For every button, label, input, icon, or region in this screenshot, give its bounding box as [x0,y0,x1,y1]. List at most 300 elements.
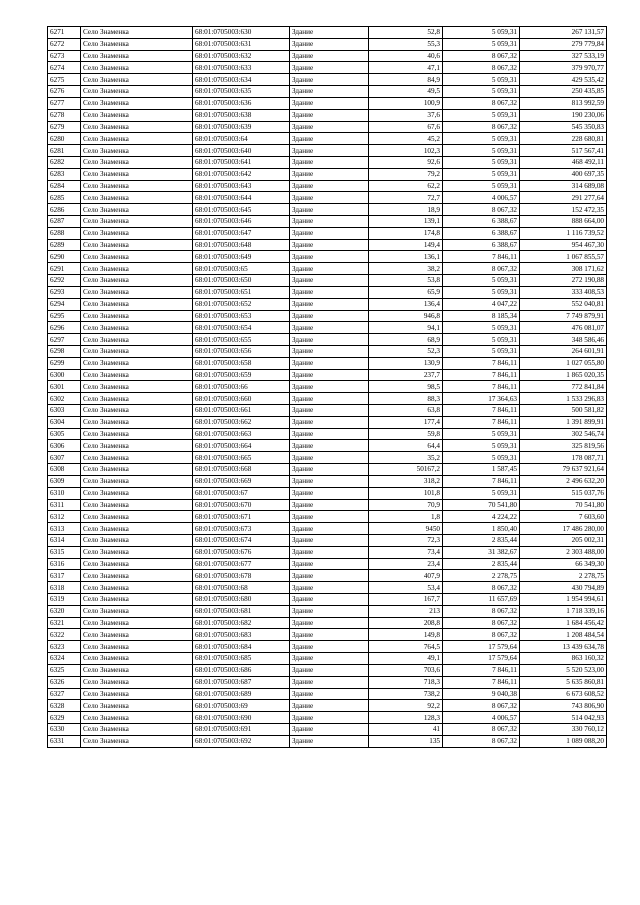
locality-cell: Село Знаменка [81,216,193,228]
unit-value-cell: 7 846,11 [443,357,520,369]
row-number-cell: 6271 [48,27,81,39]
locality-cell: Село Знаменка [81,475,193,487]
object-type-cell: Здание [290,192,369,204]
cadastral-number-cell: 68:01:0705003:639 [193,121,290,133]
table-row [48,546,607,558]
area-cell: 88,3 [369,393,443,405]
table-row [48,416,607,428]
unit-value-cell: 7 846,11 [443,416,520,428]
cadastral-number-cell: 68:01:0705003:690 [193,712,290,724]
cadastral-value-cell: 5 520 523,00 [520,664,607,676]
cadastral-number-cell: 68:01:0705003:662 [193,416,290,428]
area-cell: 35,2 [369,452,443,464]
row-number-cell: 6320 [48,605,81,617]
area-cell: 64,4 [369,440,443,452]
table-row [48,487,607,499]
table-row [48,688,607,700]
locality-cell: Село Знаменка [81,322,193,334]
row-number-cell: 6281 [48,145,81,157]
row-number-cell: 6300 [48,369,81,381]
locality-cell: Село Знаменка [81,617,193,629]
unit-value-cell: 70 541,80 [443,499,520,511]
table-row [48,428,607,440]
object-type-cell: Здание [290,62,369,74]
cadastral-number-cell: 68:01:0705003:656 [193,345,290,357]
cadastral-value-cell: 517 567,41 [520,145,607,157]
row-number-cell: 6309 [48,475,81,487]
table-row [48,310,607,322]
object-type-cell: Здание [290,723,369,735]
locality-cell: Село Знаменка [81,121,193,133]
locality-cell: Село Знаменка [81,416,193,428]
unit-value-cell: 5 059,31 [443,156,520,168]
cadastral-number-cell: 68:01:0705003:685 [193,653,290,665]
locality-cell: Село Знаменка [81,310,193,322]
unit-value-cell: 17 364,63 [443,393,520,405]
object-type-cell: Здание [290,570,369,582]
cadastral-value-cell: 1 391 899,91 [520,416,607,428]
unit-value-cell: 5 059,31 [443,322,520,334]
locality-cell: Село Знаменка [81,452,193,464]
cadastral-value-cell: 7 603,60 [520,511,607,523]
cadastral-value-cell: 888 664,00 [520,216,607,228]
object-type-cell: Здание [290,629,369,641]
unit-value-cell: 5 059,31 [443,180,520,192]
row-number-cell: 6289 [48,239,81,251]
locality-cell: Село Знаменка [81,653,193,665]
cadastral-value-cell: 1 865 020,35 [520,369,607,381]
locality-cell: Село Знаменка [81,499,193,511]
table-row [48,345,607,357]
unit-value-cell: 17 579,64 [443,641,520,653]
object-type-cell: Здание [290,145,369,157]
cadastral-value-cell: 1 067 855,57 [520,251,607,263]
unit-value-cell: 8 185,34 [443,310,520,322]
row-number-cell: 6295 [48,310,81,322]
cadastral-number-cell: 68:01:0705003:646 [193,216,290,228]
locality-cell: Село Знаменка [81,263,193,275]
cadastral-value-cell: 178 087,71 [520,452,607,464]
row-number-cell: 6307 [48,452,81,464]
table-row [48,263,607,275]
area-cell: 703,6 [369,664,443,676]
object-type-cell: Здание [290,487,369,499]
row-number-cell: 6278 [48,109,81,121]
area-cell: 92,2 [369,700,443,712]
object-type-cell: Здание [290,310,369,322]
object-type-cell: Здание [290,168,369,180]
area-cell: 38,2 [369,263,443,275]
unit-value-cell: 5 059,31 [443,487,520,499]
cadastral-number-cell: 68:01:0705003:670 [193,499,290,511]
area-cell: 318,2 [369,475,443,487]
area-cell: 1,8 [369,511,443,523]
unit-value-cell: 7 846,11 [443,475,520,487]
row-number-cell: 6280 [48,133,81,145]
cadastral-value-cell: 152 472,35 [520,204,607,216]
area-cell: 40,6 [369,50,443,62]
row-number-cell: 6302 [48,393,81,405]
table-row [48,499,607,511]
area-cell: 139,1 [369,216,443,228]
cadastral-value-cell: 429 535,42 [520,74,607,86]
unit-value-cell: 5 059,31 [443,440,520,452]
table-row [48,629,607,641]
row-number-cell: 6323 [48,641,81,653]
locality-cell: Село Знаменка [81,156,193,168]
row-number-cell: 6310 [48,487,81,499]
object-type-cell: Здание [290,86,369,98]
locality-cell: Село Знаменка [81,286,193,298]
cadastral-value-cell: 552 040,81 [520,298,607,310]
table-row [48,534,607,546]
row-number-cell: 6314 [48,534,81,546]
cadastral-number-cell: 68:01:0705003:67 [193,487,290,499]
table-row [48,405,607,417]
cadastral-number-cell: 68:01:0705003:677 [193,558,290,570]
area-cell: 407,9 [369,570,443,582]
row-number-cell: 6327 [48,688,81,700]
cadastral-value-cell: 400 697,35 [520,168,607,180]
row-number-cell: 6306 [48,440,81,452]
area-cell: 62,2 [369,180,443,192]
area-cell: 177,4 [369,416,443,428]
row-number-cell: 6294 [48,298,81,310]
object-type-cell: Здание [290,322,369,334]
table-row [48,712,607,724]
row-number-cell: 6308 [48,464,81,476]
cadastral-number-cell: 68:01:0705003:664 [193,440,290,452]
cadastral-value-cell: 1 684 456,42 [520,617,607,629]
cadastral-value-cell: 954 467,30 [520,239,607,251]
locality-cell: Село Знаменка [81,345,193,357]
unit-value-cell: 31 382,67 [443,546,520,558]
cadastral-number-cell: 68:01:0705003:630 [193,27,290,39]
object-type-cell: Здание [290,558,369,570]
table-row [48,676,607,688]
area-cell: 67,6 [369,121,443,133]
table-row [48,109,607,121]
locality-cell: Село Знаменка [81,275,193,287]
object-type-cell: Здание [290,416,369,428]
table-body [48,27,607,748]
cadastral-number-cell: 68:01:0705003:633 [193,62,290,74]
object-type-cell: Здание [290,180,369,192]
cadastral-number-cell: 68:01:0705003:660 [193,393,290,405]
cadastral-number-cell: 68:01:0705003:658 [193,357,290,369]
object-type-cell: Здание [290,204,369,216]
object-type-cell: Здание [290,227,369,239]
cadastral-number-cell: 68:01:0705003:636 [193,97,290,109]
row-number-cell: 6285 [48,192,81,204]
unit-value-cell: 2 835,44 [443,558,520,570]
object-type-cell: Здание [290,664,369,676]
table-row [48,216,607,228]
row-number-cell: 6301 [48,381,81,393]
cadastral-value-cell: 267 131,57 [520,27,607,39]
unit-value-cell: 5 059,31 [443,168,520,180]
table-row [48,121,607,133]
cadastral-value-cell: 476 081,07 [520,322,607,334]
table-row [48,440,607,452]
cadastral-number-cell: 68:01:0705003:676 [193,546,290,558]
locality-cell: Село Знаменка [81,298,193,310]
cadastral-number-cell: 68:01:0705003:655 [193,334,290,346]
object-type-cell: Здание [290,405,369,417]
cadastral-number-cell: 68:01:0705003:645 [193,204,290,216]
area-cell: 98,5 [369,381,443,393]
table-row [48,322,607,334]
table-row [48,723,607,735]
locality-cell: Село Знаменка [81,27,193,39]
unit-value-cell: 6 388,67 [443,239,520,251]
locality-cell: Село Знаменка [81,227,193,239]
cadastral-value-cell: 1 089 088,20 [520,735,607,747]
cadastral-value-cell: 17 486 280,00 [520,523,607,535]
row-number-cell: 6287 [48,216,81,228]
unit-value-cell: 8 067,32 [443,723,520,735]
cadastral-number-cell: 68:01:0705003:681 [193,605,290,617]
unit-value-cell: 5 059,31 [443,275,520,287]
object-type-cell: Здание [290,735,369,747]
cadastral-number-cell: 68:01:0705003:648 [193,239,290,251]
cadastral-number-cell: 68:01:0705003:649 [193,251,290,263]
table-row [48,192,607,204]
unit-value-cell: 4 006,57 [443,192,520,204]
table-row [48,286,607,298]
area-cell: 45,2 [369,133,443,145]
unit-value-cell: 5 059,31 [443,145,520,157]
cadastral-number-cell: 68:01:0705003:691 [193,723,290,735]
table-row [48,298,607,310]
row-number-cell: 6315 [48,546,81,558]
row-number-cell: 6304 [48,416,81,428]
locality-cell: Село Знаменка [81,97,193,109]
cadastral-number-cell: 68:01:0705003:634 [193,74,290,86]
locality-cell: Село Знаменка [81,180,193,192]
cadastral-number-cell: 68:01:0705003:659 [193,369,290,381]
object-type-cell: Здание [290,653,369,665]
area-cell: 52,8 [369,27,443,39]
table-row [48,570,607,582]
object-type-cell: Здание [290,440,369,452]
object-type-cell: Здание [290,133,369,145]
table-row [48,38,607,50]
locality-cell: Село Знаменка [81,428,193,440]
row-number-cell: 6316 [48,558,81,570]
unit-value-cell: 4 006,57 [443,712,520,724]
cadastral-value-cell: 279 779,84 [520,38,607,50]
unit-value-cell: 2 278,75 [443,570,520,582]
row-number-cell: 6286 [48,204,81,216]
unit-value-cell: 8 067,32 [443,204,520,216]
data-table [47,26,607,748]
cadastral-value-cell: 1 533 296,83 [520,393,607,405]
cadastral-number-cell: 68:01:0705003:66 [193,381,290,393]
table-row [48,27,607,39]
locality-cell: Село Знаменка [81,393,193,405]
unit-value-cell: 5 059,31 [443,86,520,98]
cadastral-value-cell: 6 673 608,52 [520,688,607,700]
cadastral-value-cell: 2 278,75 [520,570,607,582]
cadastral-value-cell: 308 171,62 [520,263,607,275]
area-cell: 72,7 [369,192,443,204]
row-number-cell: 6321 [48,617,81,629]
cadastral-number-cell: 68:01:0705003:668 [193,464,290,476]
cadastral-value-cell: 430 794,89 [520,582,607,594]
table-row [48,239,607,251]
area-cell: 41 [369,723,443,735]
locality-cell: Село Знаменка [81,664,193,676]
cadastral-value-cell: 264 601,91 [520,345,607,357]
object-type-cell: Здание [290,27,369,39]
cadastral-number-cell: 68:01:0705003:69 [193,700,290,712]
unit-value-cell: 8 067,32 [443,62,520,74]
area-cell: 101,8 [369,487,443,499]
area-cell: 100,9 [369,97,443,109]
unit-value-cell: 8 067,32 [443,97,520,109]
cadastral-number-cell: 68:01:0705003:678 [193,570,290,582]
locality-cell: Село Знаменка [81,50,193,62]
object-type-cell: Здание [290,700,369,712]
cadastral-value-cell: 348 586,46 [520,334,607,346]
table-row [48,145,607,157]
table-row [48,74,607,86]
area-cell: 128,3 [369,712,443,724]
area-cell: 738,2 [369,688,443,700]
row-number-cell: 6276 [48,86,81,98]
cadastral-number-cell: 68:01:0705003:652 [193,298,290,310]
cadastral-number-cell: 68:01:0705003:643 [193,180,290,192]
table-row [48,204,607,216]
object-type-cell: Здание [290,334,369,346]
area-cell: 946,8 [369,310,443,322]
cadastral-number-cell: 68:01:0705003:635 [193,86,290,98]
locality-cell: Село Знаменка [81,641,193,653]
locality-cell: Село Знаменка [81,464,193,476]
row-number-cell: 6288 [48,227,81,239]
locality-cell: Село Знаменка [81,192,193,204]
cadastral-value-cell: 813 992,59 [520,97,607,109]
locality-cell: Село Знаменка [81,723,193,735]
object-type-cell: Здание [290,688,369,700]
row-number-cell: 6296 [48,322,81,334]
unit-value-cell: 2 835,44 [443,534,520,546]
unit-value-cell: 5 059,31 [443,27,520,39]
cadastral-value-cell: 1 208 484,54 [520,629,607,641]
table-row [48,133,607,145]
table-row [48,700,607,712]
table-row [48,180,607,192]
table-row [48,62,607,74]
cadastral-number-cell: 68:01:0705003:644 [193,192,290,204]
locality-cell: Село Знаменка [81,735,193,747]
cadastral-number-cell: 68:01:0705003:650 [193,275,290,287]
object-type-cell: Здание [290,369,369,381]
unit-value-cell: 5 059,31 [443,345,520,357]
table-row [48,86,607,98]
unit-value-cell: 4 224,22 [443,511,520,523]
row-number-cell: 6275 [48,74,81,86]
object-type-cell: Здание [290,357,369,369]
row-number-cell: 6272 [48,38,81,50]
unit-value-cell: 5 059,31 [443,109,520,121]
locality-cell: Село Знаменка [81,534,193,546]
locality-cell: Село Знаменка [81,357,193,369]
table-row [48,664,607,676]
row-number-cell: 6312 [48,511,81,523]
unit-value-cell: 1 850,40 [443,523,520,535]
row-number-cell: 6318 [48,582,81,594]
unit-value-cell: 8 067,32 [443,617,520,629]
cadastral-value-cell: 70 541,80 [520,499,607,511]
area-cell: 72,3 [369,534,443,546]
object-type-cell: Здание [290,393,369,405]
area-cell: 84,9 [369,74,443,86]
cadastral-number-cell: 68:01:0705003:632 [193,50,290,62]
cadastral-number-cell: 68:01:0705003:640 [193,145,290,157]
locality-cell: Село Знаменка [81,546,193,558]
object-type-cell: Здание [290,499,369,511]
unit-value-cell: 5 059,31 [443,74,520,86]
cadastral-value-cell: 13 439 634,78 [520,641,607,653]
cadastral-value-cell: 302 546,74 [520,428,607,440]
unit-value-cell: 8 067,32 [443,50,520,62]
cadastral-number-cell: 68:01:0705003:642 [193,168,290,180]
table-row [48,227,607,239]
row-number-cell: 6324 [48,653,81,665]
area-cell: 167,7 [369,594,443,606]
object-type-cell: Здание [290,475,369,487]
locality-cell: Село Знаменка [81,523,193,535]
table-row [48,251,607,263]
row-number-cell: 6292 [48,275,81,287]
object-type-cell: Здание [290,286,369,298]
area-cell: 65,9 [369,286,443,298]
object-type-cell: Здание [290,546,369,558]
area-cell: 68,9 [369,334,443,346]
table-row [48,50,607,62]
row-number-cell: 6313 [48,523,81,535]
cadastral-number-cell: 68:01:0705003:631 [193,38,290,50]
cadastral-number-cell: 68:01:0705003:653 [193,310,290,322]
object-type-cell: Здание [290,216,369,228]
locality-cell: Село Знаменка [81,629,193,641]
object-type-cell: Здание [290,239,369,251]
area-cell: 37,6 [369,109,443,121]
unit-value-cell: 5 059,31 [443,286,520,298]
row-number-cell: 6303 [48,405,81,417]
row-number-cell: 6311 [48,499,81,511]
unit-value-cell: 8 067,32 [443,700,520,712]
cadastral-value-cell: 330 760,12 [520,723,607,735]
locality-cell: Село Знаменка [81,109,193,121]
area-cell: 49,5 [369,86,443,98]
unit-value-cell: 8 067,32 [443,121,520,133]
object-type-cell: Здание [290,109,369,121]
unit-value-cell: 7 846,11 [443,676,520,688]
cadastral-number-cell: 68:01:0705003:686 [193,664,290,676]
cadastral-value-cell: 2 496 632,20 [520,475,607,487]
row-number-cell: 6330 [48,723,81,735]
table-row [48,381,607,393]
cadastral-number-cell: 68:01:0705003:641 [193,156,290,168]
row-number-cell: 6283 [48,168,81,180]
locality-cell: Село Знаменка [81,133,193,145]
cadastral-value-cell: 1 116 739,52 [520,227,607,239]
object-type-cell: Здание [290,121,369,133]
unit-value-cell: 7 846,11 [443,251,520,263]
